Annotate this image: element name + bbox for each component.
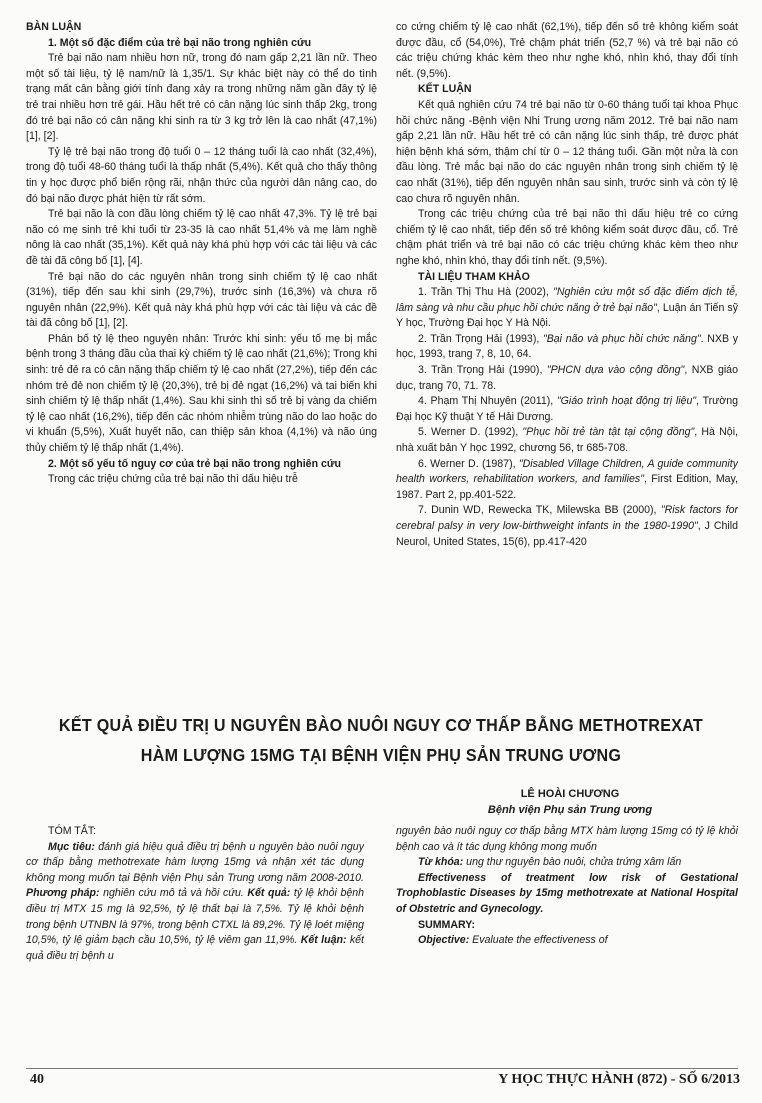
paragraph: Trong các triệu chứng của trẻ bại não thì dấu hiệu trễ — [48, 473, 298, 486]
paragraph: Phân bố tỷ lệ theo nguyên nhân: Trước khi sinh: yếu tố mẹ bị mắc bệnh trong 3 tháng đầu của thai kỳ chiếm tỷ lệ cao nhất (21,6%); Trong khi sinh: trẻ đẻ ra có cân nặng thấp chiếm tỷ lệ cao nhất (27,2%), tiếp đến các nhóm trẻ đẻ non chiếm tỷ lệ (20,3%), trẻ bị đẻ ngạt (16,2%) và tai biến khi sinh chiếm tỷ lệ thấp nhất (1,4%). Sau khi sinh thì số trẻ bị vàng da chiếm tỷ lệ cao nhất (16,2%), tiếp đến các nhóm nhiễm trùng não do lao hoặc do vi khuẩn (5,5%), Xuất huyết não, can thiệp sản khoa (4,1%) và não úng thủy chiếm tỷ lệ thấp nhất (1,4%). — [26, 332, 377, 455]
reference-item: 5. Werner D. (1992), "Phục hồi trẻ tàn tật tại cộng đồng", Hà Nội, nhà xuất bản Y học 1992, chương 56, tr 685-708. — [396, 426, 738, 455]
author-affiliation: Bệnh viện Phụ sản Trung ương — [487, 804, 653, 816]
page-number: 40 — [30, 1072, 44, 1087]
subheading-2: 2. Một số yếu tố nguy cơ của trẻ bại não trong nghiên cứu — [48, 457, 342, 470]
section-heading-discussion: BÀN LUẬN — [26, 21, 82, 33]
abstract-right-column — [396, 824, 738, 1014]
reference-item: 7. Dunin WD, Rewecka TK, Milewska BB (2000), "Risk factors for cerebral palsy in very low-birthweight infants in the 1980-1990", J Child Neurol, United States, 15(6), pp.417-420 — [396, 504, 738, 548]
author-block — [420, 786, 720, 818]
reference-item: 6. Werner D. (1987), "Disabled Village Children, A guide community health workers, rehabilitation workers, and families", First Edition, May, 1987. Part 2, pp.401-522. — [396, 457, 738, 501]
article-title-line-2: HÀM LƯỢNG 15MG TẠI BỆNH VIỆN PHỤ SẢN TRUNG ƯƠNG — [140, 745, 622, 765]
abstract-body: Mục tiêu: đánh giá hiệu quả điều trị bệnh u nguyên bào nuôi nguy cơ thấp bằng methotrexate hàm lượng 15mg và nhận xét tác dụng không mong muốn tại Bệnh viện Phụ sản Trung ương năm 2008-2010. Phương pháp: nghiên cứu mô tả và hồi cứu. Kết quả: tỷ lệ khỏi bệnh điều trị MTX 15 mg là 92,5%, tỷ lệ thất bại là 7,5%. Tỷ lệ khỏi bệnh trong bệnh UTNBN là 97%, trong bệnh CTXL là 89,2%. Tỷ lệ loét miệng 10,5%, tỷ lệ giảm bạch cầu 10,5%, tỷ lệ viêm gan 11,9%. Kết luận: kết quả điều trị bệnh u — [26, 840, 364, 962]
abstract-continuation: nguyên bào nuôi nguy cơ thấp bằng MTX hàm lượng 15mg có tỷ lệ khỏi bệnh cao và ít tác dụng không mong muốn — [396, 825, 738, 853]
footer-divider — [26, 1068, 738, 1069]
subheading-1: 1. Một số đặc điểm của trẻ bại não trong nghiên cứu — [48, 36, 312, 49]
paragraph: Kết quả nghiên cứu 74 trẻ bại não từ 0-60 tháng tuổi tại khoa Phục hồi chức năng -Bệnh viện Nhi Trung ương năm 2012. Trẻ bại não nam gấp 2,21 lần nữ. Hầu hết trẻ có cân nặng lúc sinh thấp, trẻ được phát hiện bệnh khá sớm, thậm chí từ 0 – 12 tháng tuổi. Gần một nửa là con đầu lòng. Trẻ mắc bại não do các nguyên nhân trong sinh chiếm tỷ lệ cao nhất (31%), tiếp đến nguyên nhân sau sinh, trước sinh và còn tỷ lệ cao chưa rõ nguyên nhân. — [396, 98, 738, 205]
keywords: Từ khóa: ung thư nguyên bào nuôi, chửa trứng xâm lấn — [418, 856, 682, 869]
paragraph: Tỷ lệ trẻ bại não trong độ tuổi 0 – 12 tháng tuổi là cao nhất (32,4%), trong độ tuổi 48-60 tháng tuổi là thấp nhất (5,4%). Kết quả cho thấy thông tin y học được phổ biến rộng rãi, nhận thức của người dân nâng cao, do đó bại não được phát hiện từ rất sớm. — [26, 145, 377, 205]
reference-item: 1. Trần Thị Thu Hà (2002), "Nghiên cứu một số đặc điểm dịch tễ, lâm sàng và nhu cầu phục hồi chức năng ở trẻ bại não", Luận án Tiến sỹ Y học, Trường Đại học Y Hà Nội. — [396, 286, 738, 330]
paragraph: Trong các triệu chứng của trẻ bại não thì dấu hiệu trẻ co cứng chiếm tỷ lệ cao nhất, tiếp đến số trẻ không kiểm soát được đầu, cổ. Trẻ chậm phát triển và trẻ bại não có các triệu chứng khác kèm theo như nghe khó, nhìn khó, thay đổi tính nết. (9,5%). — [396, 208, 738, 267]
paragraph: Trẻ bại não là con đầu lòng chiếm tỷ lệ cao nhất 47,3%. Tỷ lệ trẻ bại não có mẹ sinh trẻ khi tuổi từ 23-35 là cao nhất 51,4% và mẹ làm nghề nông là cao nhất (35,1%). Kết quả này khá phù hợp với các tài liệu và các đề tài đã công bố [1], [4]. — [26, 208, 377, 267]
article-title — [20, 710, 742, 770]
paragraph: co cứng chiếm tỷ lệ cao nhất (62,1%), tiếp đến số trẻ không kiểm soát được đầu, cổ (54,0%), Trẻ chậm phát triển (52,7 %) và trẻ bại não có các triệu chứng khác kèm theo như nghe khó, nhìn khó, thay đổi tính nết. (9,5%). — [396, 21, 738, 80]
summary-heading: SUMMARY: — [418, 918, 476, 931]
paragraph: Trẻ bại não do các nguyên nhân trong sinh chiếm tỷ lệ cao nhất (31%), tiếp đến sau khi sinh (29,7%), trước sinh (16,3%) và chưa rõ nguyên nhân (22,9%). Kết quả này khá phù hợp với các tài liệu và các đề tài đã công bố [1], [2]. — [26, 270, 377, 330]
summary-objective: Objective: Evaluate the effectiveness of — [418, 934, 608, 947]
section-heading-references: TÀI LIỆU THAM KHẢO — [418, 270, 530, 283]
right-text-column — [396, 20, 738, 670]
english-title: Effectiveness of treatment low risk of Gestational Trophoblastic Diseases by 15mg methotrexate at National Hospital of Obstetric and Gynecology. — [396, 871, 738, 915]
left-text-column — [26, 20, 377, 660]
abstract-heading: TÓM TẮT: — [48, 825, 97, 837]
journal-name: Y HỌC THỰC HÀNH (872) - SỐ 6/2013 — [498, 1072, 740, 1087]
reference-item: 4. Phạm Thị Nhuyên (2011), "Giáo trình hoạt động trị liệu", Trường Đại học Kỹ thuật Y tế Hải Dương. — [396, 395, 738, 423]
reference-item: 2. Trần Trọng Hải (1993), "Bại não và phục hồi chức năng". NXB y học, 1993, trang 7, 8, 10, 64. — [396, 332, 738, 361]
section-heading-conclusion: KẾT LUẬN — [418, 83, 472, 96]
author-name: LÊ HOÀI CHƯƠNG — [520, 788, 620, 800]
reference-item: 3. Trần Trọng Hải (1990), "PHCN dựa vào cộng đồng", NXB giáo dục, trang 70, 71. 78. — [396, 364, 738, 392]
reference-list — [396, 285, 738, 550]
article-title-line-1: KẾT QUẢ ĐIỀU TRỊ U NGUYÊN BÀO NUÔI NGUY CƠ THẤP BẰNG METHOTREXAT — [58, 715, 704, 735]
paragraph: Trẻ bại não nam nhiều hơn nữ, trong đó nam gấp 2,21 lần nữ. Theo một số tài liệu, tỷ lệ nam/nữ là 1,35/1. Sự khác biệt này có thể do tình trạng mất cân bằng giới tính đang xảy ra trong những năm gần đây tỷ lệ trẻ trai nhiều hơn trẻ gái. Hầu hết trẻ có cân nặng lúc sinh thấp 2kg, trong đó trẻ bại não có cân nặng khi sinh ra từ 3 kg trở lên là cao nhất (47,1%) [1], [2]. — [26, 52, 377, 143]
page-footer — [30, 1072, 740, 1096]
abstract-left-column — [26, 824, 364, 984]
